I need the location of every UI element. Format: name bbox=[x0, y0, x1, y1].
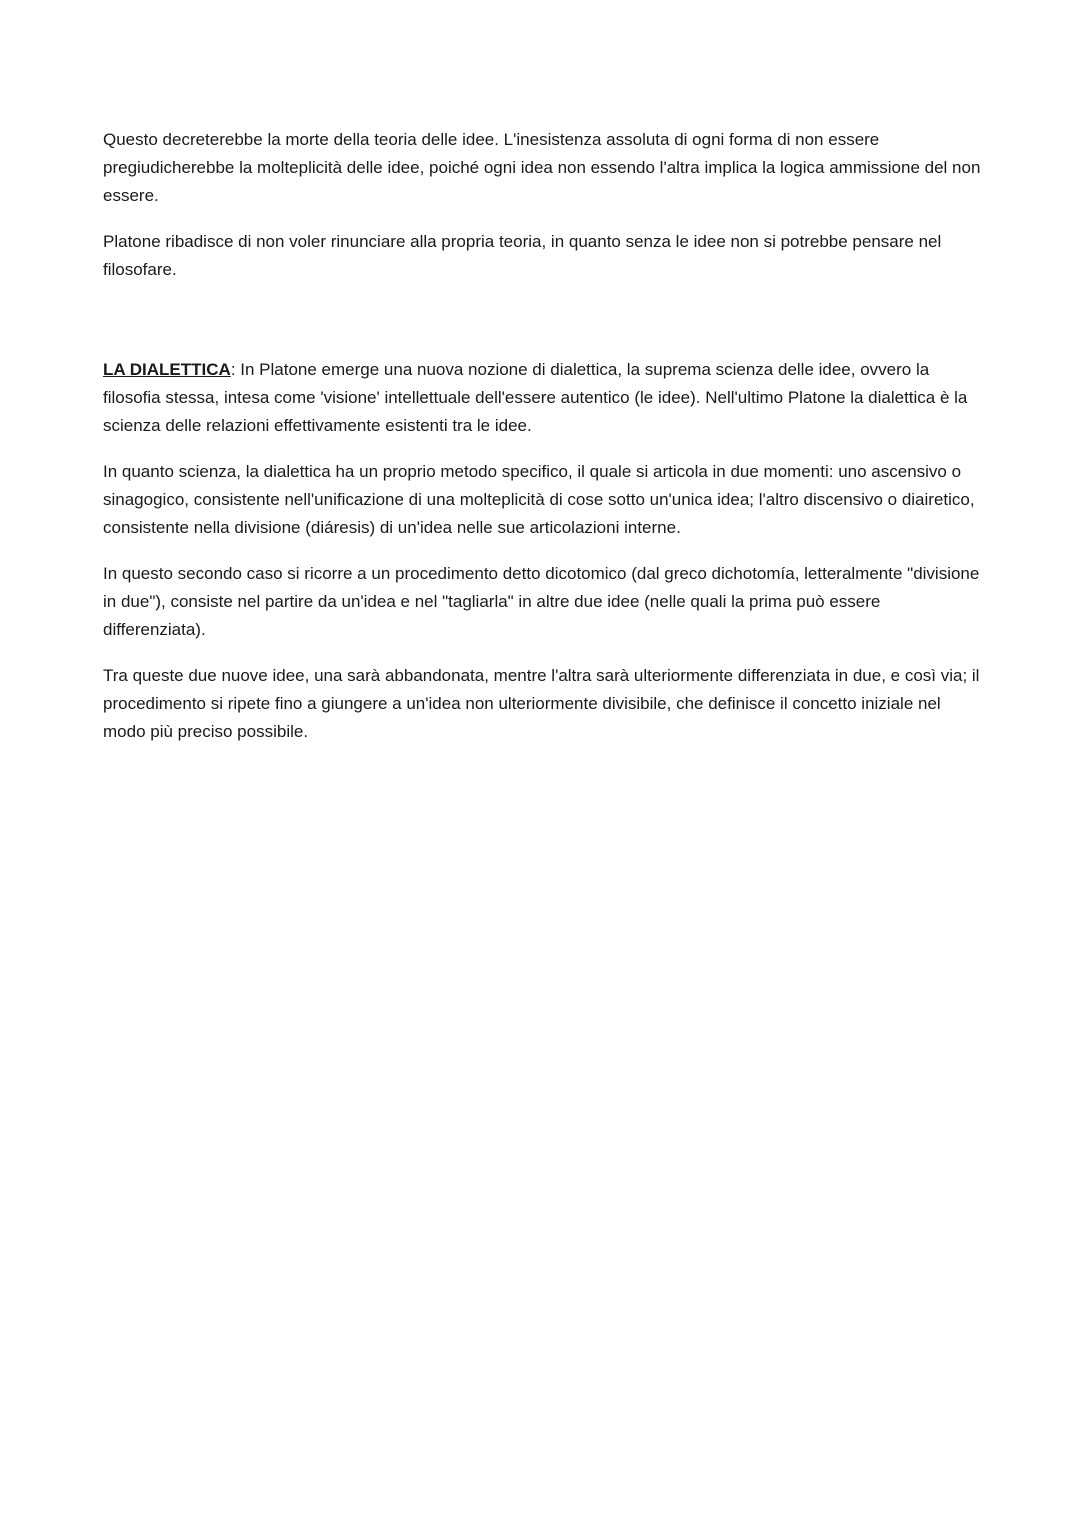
paragraph-metodo: In quanto scienza, la dialettica ha un proprio metodo specifico, il quale si articola in due momenti: uno ascensivo o sinagogico, consistente nell'unificazione di una molteplicità di cose sotto un'unica idea; l'altro discensivo o diairetico, consistente nella divisione (diáresis) di un'idea nelle sue articolazioni interne. bbox=[103, 462, 975, 537]
dialettica-intro-text: : In Platone emerge una nuova nozione di dialettica, la suprema scienza delle idee, ovvero la filosofia stessa, intesa come 'visione' intellettuale dell'essere autentico (le idee). Nell'ultimo Platone la dialettica è la scienza delle relazioni effettivamente esistenti tra le idee. bbox=[103, 360, 968, 435]
paragraph-procedimento: Tra queste due nuove idee, una sarà abbandonata, mentre l'altra sarà ulteriormente differenziata in due, e così via; il procedimento si ripete fino a giungere a un'idea non ulteriormente divisibile, che definisce il concetto iniziale nel modo più preciso possibile. bbox=[103, 666, 980, 741]
document-body bbox=[103, 126, 983, 764]
paragraph-dialettica-intro bbox=[103, 356, 983, 440]
section-spacer bbox=[103, 302, 983, 356]
paragraph-teoria-idee: Questo decreterebbe la morte della teoria delle idee. L'inesistenza assoluta di ogni forma di non essere pregiudicherebbe la molteplicità delle idee, poiché ogni idea non essendo l'altra implica la logica ammissione del non essere. bbox=[103, 130, 981, 205]
section-heading-dialettica: LA DIALETTICA bbox=[103, 360, 231, 379]
paragraph-platone-ribadisce: Platone ribadisce di non voler rinunciare alla propria teoria, in quanto senza le idee non si potrebbe pensare nel filosofare. bbox=[103, 232, 942, 279]
paragraph-dicotomico: In questo secondo caso si ricorre a un procedimento detto dicotomico (dal greco dichotomía, letteralmente "divisione in due"), consiste nel partire da un'idea e nel "tagliarla" in altre due idee (nelle quali la prima può essere differenziata). bbox=[103, 564, 980, 639]
